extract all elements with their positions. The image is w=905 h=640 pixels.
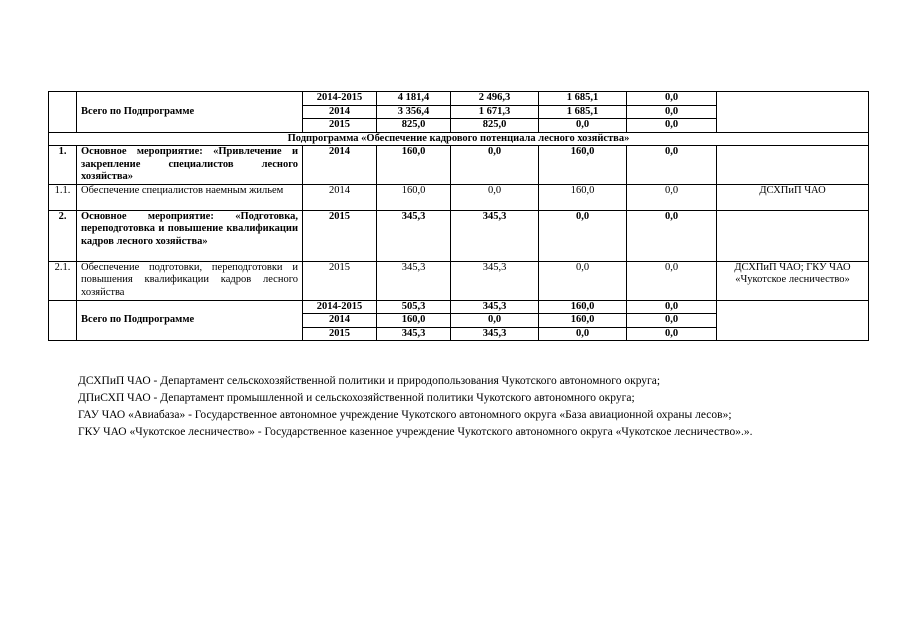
federal-cell: 0,0 (539, 327, 627, 341)
year-cell: 2014 (303, 105, 377, 119)
executor-cell: ДСХПиП ЧАО; ГКУ ЧАО «Чукотское лесничество» (717, 261, 869, 300)
executor-cell (717, 92, 869, 133)
total-cell: 505,3 (377, 300, 451, 314)
num-cell: 2. (49, 210, 77, 261)
table-row (49, 184, 869, 210)
other-cell: 0,0 (627, 146, 717, 185)
table-row (49, 92, 869, 106)
federal-cell: 0,0 (539, 261, 627, 300)
year-cell: 2015 (303, 119, 377, 133)
num-cell (49, 92, 77, 133)
other-cell: 0,0 (627, 105, 717, 119)
other-cell: 0,0 (627, 327, 717, 341)
note-line: ГАУ ЧАО «Авиабаза» - Государственное автономное учреждение Чукотского автономного округа «База авиационной охраны лесов»; (78, 409, 732, 421)
district-cell: 345,3 (451, 327, 539, 341)
federal-cell: 160,0 (539, 184, 627, 210)
year-cell: 2014 (303, 184, 377, 210)
year-cell: 2014-2015 (303, 300, 377, 314)
section-title: Подпрограмма «Обеспечение кадрового потенциала лесного хозяйства» (49, 132, 869, 146)
year-cell: 2015 (303, 261, 377, 300)
executor-cell: ДСХПиП ЧАО (717, 184, 869, 210)
other-cell: 0,0 (627, 210, 717, 261)
other-cell: 0,0 (627, 300, 717, 314)
table-row (49, 146, 869, 185)
district-cell: 2 496,3 (451, 92, 539, 106)
total-cell: 345,3 (377, 327, 451, 341)
total-cell: 160,0 (377, 314, 451, 328)
note-line: ДПиСХП ЧАО - Департамент промышленной и сельскохозяйственной политики Чукотского автономного округа; (78, 392, 635, 404)
item-text: Основное мероприятие: «Привлечение и закрепление специалистов лесного хозяйства» (77, 146, 303, 185)
summary-label: Всего по Подпрограмме (77, 92, 303, 133)
executor-cell (717, 146, 869, 185)
note-line: ДСХПиП ЧАО - Департамент сельскохозяйственной политики и природопользования Чукотского автономного округа; (78, 375, 661, 387)
district-cell: 345,3 (451, 300, 539, 314)
item-text: Обеспечение специалистов наемным жильем (77, 184, 303, 210)
total-cell: 345,3 (377, 261, 451, 300)
table-row (49, 261, 869, 300)
district-cell: 345,3 (451, 261, 539, 300)
year-cell: 2015 (303, 210, 377, 261)
table-row (49, 300, 869, 314)
other-cell: 0,0 (627, 184, 717, 210)
num-cell: 1.1. (49, 184, 77, 210)
table-row (49, 210, 869, 261)
executor-cell (717, 210, 869, 261)
federal-cell: 1 685,1 (539, 92, 627, 106)
note-line: ГКУ ЧАО «Чукотское лесничество» - Государственное казенное учреждение Чукотского автономного округа «Чукотское лесничество».». (78, 426, 753, 438)
federal-cell: 0,0 (539, 210, 627, 261)
federal-cell: 160,0 (539, 314, 627, 328)
year-cell: 2014-2015 (303, 92, 377, 106)
total-cell: 160,0 (377, 184, 451, 210)
federal-cell: 0,0 (539, 119, 627, 133)
other-cell: 0,0 (627, 314, 717, 328)
district-cell: 0,0 (451, 314, 539, 328)
item-text: Обеспечение подготовки, переподготовки и повышения квалификации кадров лесного хозяйства (77, 261, 303, 300)
district-cell: 0,0 (451, 146, 539, 185)
num-cell (49, 300, 77, 341)
district-cell: 0,0 (451, 184, 539, 210)
total-cell: 4 181,4 (377, 92, 451, 106)
district-cell: 825,0 (451, 119, 539, 133)
total-cell: 825,0 (377, 119, 451, 133)
other-cell: 0,0 (627, 92, 717, 106)
executor-cell (717, 300, 869, 341)
year-cell: 2014 (303, 314, 377, 328)
other-cell: 0,0 (627, 119, 717, 133)
total-cell: 345,3 (377, 210, 451, 261)
item-text: Основное мероприятие: «Подготовка, переподготовка и повышение квалификации кадров лесного хозяйства» (77, 210, 303, 261)
year-cell: 2014 (303, 146, 377, 185)
federal-cell: 160,0 (539, 146, 627, 185)
district-cell: 345,3 (451, 210, 539, 261)
num-cell: 1. (49, 146, 77, 185)
summary-label: Всего по Подпрограмме (77, 300, 303, 341)
year-cell: 2015 (303, 327, 377, 341)
federal-cell: 1 685,1 (539, 105, 627, 119)
total-cell: 160,0 (377, 146, 451, 185)
num-cell: 2.1. (49, 261, 77, 300)
other-cell: 0,0 (627, 261, 717, 300)
total-cell: 3 356,4 (377, 105, 451, 119)
abbreviations-notes (78, 373, 878, 441)
program-table (48, 91, 869, 341)
federal-cell: 160,0 (539, 300, 627, 314)
section-row (49, 132, 869, 146)
district-cell: 1 671,3 (451, 105, 539, 119)
